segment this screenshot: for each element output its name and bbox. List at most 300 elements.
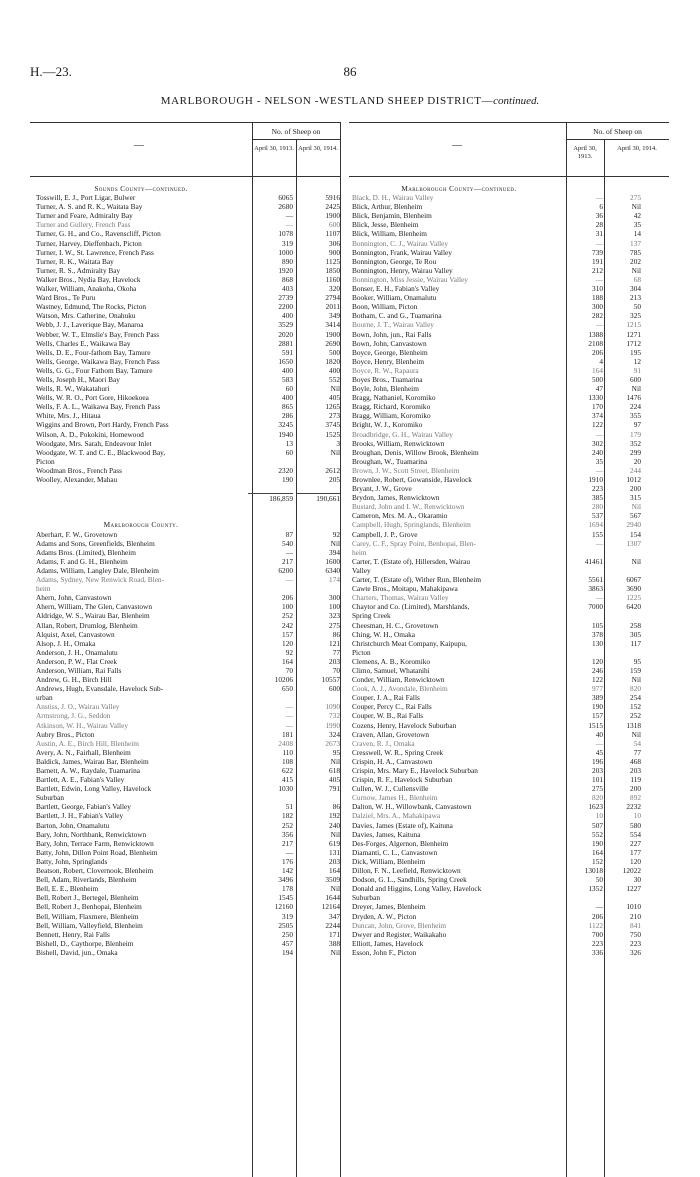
- sheep-1914: Nil: [631, 384, 641, 394]
- sheep-1913: —: [595, 193, 603, 203]
- owner-name: Wells, D. E., Four-fathom Bay, Tamure: [36, 347, 151, 357]
- table-row: [36, 739, 340, 748]
- sheep-1914: 1225: [626, 593, 641, 603]
- owner-name: Cameron, Mrs. M. A., Okaramio: [352, 511, 448, 521]
- sheep-1914: 86: [332, 802, 340, 812]
- sheep-1914: 405: [329, 775, 340, 785]
- table-row: [352, 339, 644, 348]
- year-1914-header: April 30, 1914.: [298, 145, 338, 152]
- owner-name: Aldridge, W. S., Wairau Bar, Blenheim: [36, 611, 150, 621]
- sheep-1913: 92: [285, 647, 293, 657]
- sheep-1913: 374: [592, 411, 603, 421]
- sheep-1914: 2011: [325, 302, 340, 312]
- table-row: [36, 302, 340, 311]
- owner-name: Allan, Robert, Drumlog, Blenheim: [36, 620, 138, 630]
- sheep-1913: 120: [592, 656, 603, 666]
- table-row: [36, 912, 340, 921]
- owner-name: Cresswell, W. R., Spring Creek: [352, 747, 444, 757]
- table-row: [352, 239, 644, 248]
- table-row: [352, 639, 644, 648]
- sheep-1914: 200: [630, 784, 641, 794]
- table-row: [352, 648, 644, 657]
- sheep-1914: 224: [630, 402, 641, 412]
- table-row: [352, 275, 644, 284]
- sheep-1913: 246: [592, 665, 603, 675]
- table-row: [352, 448, 644, 457]
- sheep-1914: Nil: [330, 384, 340, 394]
- sheep-1913: 31: [595, 229, 603, 239]
- owner-name: Turner, G. H., and Co., Ravenscliff, Picton: [36, 229, 161, 239]
- sheep-1914: 1525: [325, 429, 340, 439]
- name-column-header: —: [134, 140, 144, 151]
- sheep-1913: 41461: [584, 556, 603, 566]
- sheep-1913: 50: [595, 875, 603, 885]
- sheep-1913: 252: [282, 611, 293, 621]
- sheep-1914: 203: [329, 856, 340, 866]
- sheep-1913: 70: [285, 665, 293, 675]
- owner-name: Andrew, G. H., Birch Hill: [36, 675, 112, 685]
- sheep-1914: 299: [630, 447, 641, 457]
- owner-name: Bartlett, George, Fabian's Valley: [36, 802, 131, 812]
- table-row: [36, 666, 340, 675]
- sheep-1914: 750: [630, 929, 641, 939]
- owner-name: Bonser, E. H., Fabian's Valley: [352, 284, 440, 294]
- sheep-1913: 5561: [588, 575, 603, 585]
- owner-name: Bartlett, J. H., Fabian's Valley: [36, 811, 124, 821]
- table-row: [36, 411, 340, 420]
- sheep-1913: 739: [592, 247, 603, 257]
- owner-name: Cozens, Henry, Havelock Suburban: [352, 720, 457, 730]
- table-row: [352, 539, 644, 548]
- sheep-1914: 92: [332, 529, 340, 539]
- table-row: [352, 211, 644, 220]
- table-row: [352, 257, 644, 266]
- sheep-1914: Nil: [330, 538, 340, 548]
- table-row: [36, 366, 340, 375]
- owner-name: Bonnington, George, Te Rou: [352, 256, 437, 266]
- table-row: [36, 239, 340, 248]
- sheep-1913: 7000: [588, 602, 603, 612]
- sheep-1914: 1227: [626, 884, 641, 894]
- owner-name: Dalziel, Mrs. A., Mahakipawa: [352, 811, 441, 821]
- table-row: [352, 630, 644, 639]
- sheep-1914: 119: [630, 775, 641, 785]
- sheep-1913: 6200: [278, 565, 293, 575]
- sheep-1913: 10206: [274, 675, 293, 685]
- sheep-1914: 117: [630, 638, 641, 648]
- sheep-1913: —: [595, 465, 603, 475]
- table-row: [36, 557, 340, 566]
- owner-name: Wilson, A. D., Pokokini, Homewood: [36, 429, 144, 439]
- owner-name: Carey, C. F., Spray Point, Benhopai, Blen-: [352, 538, 476, 548]
- table-row: [36, 611, 340, 620]
- sheep-1914: 2940: [626, 520, 641, 530]
- sheep-1914: 2425: [325, 202, 340, 212]
- sheep-1914: 5916: [325, 193, 340, 203]
- owner-name: Wells, R. W., Wakatahuri: [36, 384, 110, 394]
- owner-name: Picton: [352, 647, 371, 657]
- sheep-1914: 3414: [325, 320, 340, 330]
- table-row: [352, 348, 644, 357]
- table-row: [352, 193, 644, 202]
- table-row: [36, 793, 340, 802]
- sheep-1914: 227: [630, 838, 641, 848]
- owner-name: Bonnington, Henry, Wairau Valley: [352, 265, 453, 275]
- sheep-1913: 142: [282, 866, 293, 876]
- sheep-1914: 468: [630, 756, 641, 766]
- sheep-1913: 2505: [278, 920, 293, 930]
- sheep-1914: 137: [630, 238, 641, 248]
- table-row: [36, 566, 340, 575]
- sheep-1914: 50: [633, 302, 641, 312]
- table-row: [36, 884, 340, 893]
- sheep-1913: 2680: [278, 202, 293, 212]
- sheep-1914: 121: [329, 638, 340, 648]
- owner-name: Walker Bros., Nydia Bay, Havelock: [36, 274, 141, 284]
- table-row: [352, 229, 644, 238]
- table-row: [36, 730, 340, 739]
- sheep-1913: 100: [282, 602, 293, 612]
- sheep-1913: 282: [592, 311, 603, 321]
- sheep-1914: 1850: [325, 265, 340, 275]
- sheep-1913: 1910: [588, 475, 603, 484]
- sheep-1913: 1694: [588, 520, 603, 530]
- table-row: [36, 702, 340, 711]
- owner-name: Bishell, D., Caythorpe, Blenheim: [36, 938, 134, 948]
- owner-name: Brydon, James, Renwicktown: [352, 493, 440, 503]
- owner-name: Climo, Samuel, Whatanihi: [352, 665, 430, 675]
- sheep-1913: 3245: [278, 420, 293, 430]
- table-row: [352, 330, 644, 339]
- owner-name: Craven, R. J., Omaka: [352, 738, 415, 748]
- sheep-1914: 892: [630, 793, 641, 803]
- sheep-1914: 2794: [325, 293, 340, 303]
- owner-name: Avery, A. N., Fairhall, Blenheim: [36, 747, 131, 757]
- sheep-1914: Nil: [330, 447, 340, 457]
- sheep-1913: 1078: [278, 229, 293, 239]
- table-row: [36, 630, 340, 639]
- owner-name: Wells, George, Waikawa Bay, French Pass: [36, 356, 160, 366]
- sheep-1914: 554: [630, 829, 641, 839]
- owner-name: Christchurch Meat Company, Kaipupu,: [352, 638, 467, 648]
- owner-name: Turner and Feare, Admiralty Bay: [36, 211, 133, 221]
- table-row: [36, 211, 340, 220]
- table-row: [352, 202, 644, 211]
- sheep-1914: 30: [633, 875, 641, 885]
- sheep-1913: 51: [285, 802, 293, 812]
- sheep-1913: 252: [282, 820, 293, 830]
- sheep-1913: 13: [285, 438, 293, 448]
- sheep-1914: 500: [329, 347, 340, 357]
- owner-name: Carter, T. (Estate of), Wither Run, Blenheim: [352, 575, 482, 585]
- table-row: [36, 684, 340, 693]
- sheep-1913: 400: [282, 311, 293, 321]
- owner-name: Bell, E. E., Blenheim: [36, 884, 99, 894]
- sheep-1913: 87: [285, 529, 293, 539]
- sheep-count-header: No. of Sheep on: [593, 127, 642, 136]
- sheep-1913: 540: [282, 538, 293, 548]
- sheep-1913: 415: [282, 775, 293, 785]
- sheep-1913: 280: [592, 502, 603, 512]
- sheep-1913: 217: [282, 838, 293, 848]
- table-row: [36, 257, 340, 266]
- total-row: [36, 493, 340, 502]
- table-row: [36, 821, 340, 830]
- owner-name: Picton: [36, 456, 55, 466]
- sheep-1913: 1122: [588, 920, 603, 930]
- sheep-1914: 258: [630, 620, 641, 630]
- sheep-1914: 77: [332, 647, 340, 657]
- sheep-1913: 1352: [588, 884, 603, 894]
- sheep-1914: 1820: [325, 356, 340, 366]
- sheep-1914: 349: [329, 311, 340, 321]
- sheep-1914: 300: [329, 593, 340, 603]
- table-row: [352, 566, 644, 575]
- sheep-1913: 1388: [588, 329, 603, 339]
- sheep-1913: 2408: [278, 738, 293, 748]
- year-1913-header: April 30, 1913.: [254, 145, 294, 152]
- sheep-1913: 10: [595, 811, 603, 821]
- owner-name: Bell, William, Flaxmere, Blenheim: [36, 911, 139, 921]
- sheep-1913: 164: [282, 656, 293, 666]
- sheep-1914: 326: [630, 947, 641, 957]
- sheep-1914: 1600: [325, 556, 340, 566]
- sheep-1914: 68: [633, 274, 641, 284]
- sheep-1913: 319: [282, 238, 293, 248]
- owner-name: Adams, William, Langley Dale, Blenheim: [36, 565, 159, 575]
- sheep-1913: 310: [592, 284, 603, 294]
- owner-name: Watson, Mrs. Catherine, Onahuku: [36, 311, 136, 321]
- sheep-1914: 192: [329, 811, 340, 821]
- sheep-1914: 14: [633, 229, 641, 239]
- sheep-1913: 105: [592, 620, 603, 630]
- sheep-1914: 2673: [325, 738, 340, 748]
- sheep-1914: Nil: [631, 502, 641, 512]
- table-row: [352, 439, 644, 448]
- sheep-1913: 1940: [278, 429, 293, 439]
- table-row: [352, 821, 644, 830]
- sheep-1914: 1012: [626, 475, 641, 484]
- table-row: [36, 811, 340, 820]
- name-column-header: —: [452, 140, 462, 151]
- sheep-1913: 389: [592, 693, 603, 703]
- sheep-1914: 900: [329, 247, 340, 257]
- table-row: [36, 275, 340, 284]
- table-row: [36, 266, 340, 275]
- owner-name: Wells, W. R. O., Port Gore, Hikoekoea: [36, 393, 149, 403]
- sheep-1914: 1215: [626, 320, 641, 330]
- sheep-1914: Nil: [330, 884, 340, 894]
- owner-name: Clemens, A. B., Koromiko: [352, 656, 431, 666]
- owner-name: Duncan, John, Grove, Blenheim: [352, 920, 447, 930]
- sheep-1913: 164: [592, 847, 603, 857]
- owner-name: Crispin, Mrs. Mary E., Havelock Suburban: [352, 766, 478, 775]
- sheep-1914: 159: [630, 665, 641, 675]
- sheep-1913: 60: [285, 447, 293, 457]
- sheep-1913: 4: [599, 356, 603, 366]
- owner-name: Cook, A. J., Avondale, Blenheim: [352, 684, 448, 694]
- owner-name: Esson, John F., Picton: [352, 947, 417, 957]
- sheep-1914: 405: [329, 393, 340, 403]
- owner-name: urban: [36, 693, 53, 703]
- table-row: [352, 784, 644, 793]
- sheep-1914: 171: [329, 929, 340, 939]
- sheep-1913: 223: [592, 484, 603, 494]
- sheep-1913: 336: [592, 947, 603, 957]
- table-subhead-rule: [566, 139, 669, 140]
- sheep-1914: 552: [329, 374, 340, 384]
- owner-name: Boyce, R. W., Rapaura: [352, 365, 419, 375]
- owner-name: Brooks, William, Renwicktown: [352, 438, 445, 448]
- table-row: [36, 448, 340, 457]
- sheep-1913: —: [285, 720, 293, 730]
- owner-name: Atkinson, W. H., Wairau Valley: [36, 720, 128, 730]
- table-row: [352, 511, 644, 520]
- table-row: [36, 530, 340, 539]
- col-divider: [340, 122, 341, 1177]
- owner-name: Bonnington, C. J., Wairau Valley: [352, 238, 449, 248]
- table-row: [352, 693, 644, 702]
- sheep-1914: 305: [630, 629, 641, 639]
- owner-name: Austin, A. E., Birch Hill, Blenheim: [36, 738, 139, 748]
- sheep-1913: 2320: [278, 465, 293, 475]
- table-row: [352, 420, 644, 429]
- page-number: 86: [343, 64, 357, 79]
- owner-name: Dick, William, Blenheim: [352, 856, 426, 866]
- table-row: [36, 921, 340, 930]
- right-table-body: [352, 184, 644, 957]
- table-row: [352, 802, 644, 811]
- table-row: [352, 284, 644, 293]
- owner-name: Wells, F. A. L., Waikawa Bay, French Pass: [36, 402, 161, 412]
- section-heading: [352, 184, 644, 193]
- owner-name: Andrews, Hugh, Evansdale, Havelock Sub-: [36, 684, 164, 694]
- sheep-1914: 3: [336, 438, 340, 448]
- sheep-1913: —: [285, 575, 293, 585]
- sheep-1914: 841: [630, 920, 641, 930]
- table-row: [352, 666, 644, 675]
- sheep-1913: 196: [592, 756, 603, 766]
- sheep-1913: 250: [282, 929, 293, 939]
- sheep-1914: 20: [633, 456, 641, 466]
- sheep-1914: 323: [329, 611, 340, 621]
- owner-name: Cheesman, H. C., Grovetown: [352, 620, 439, 630]
- sheep-1913: 868: [282, 274, 293, 284]
- owner-name: Wastney, Edmund, The Rocks, Picton: [36, 302, 147, 312]
- table-row: [36, 902, 340, 911]
- sheep-1913: —: [595, 274, 603, 284]
- sheep-1913: 182: [282, 811, 293, 821]
- sheep-1913: 152: [592, 856, 603, 866]
- table-row: [352, 393, 644, 402]
- owner-name: Wells, Charles E., Waikawa Bay: [36, 338, 131, 348]
- sheep-1914: 2244: [325, 920, 340, 930]
- table-row: [352, 893, 644, 902]
- sheep-1913: 650: [282, 684, 293, 694]
- table-row: [36, 393, 340, 402]
- table-row: [36, 875, 340, 884]
- owner-name: Bell, Robert J., Benhopai, Blenheim: [36, 902, 142, 912]
- table-row: [36, 648, 340, 657]
- owner-name: Anderson, J. H., Onamalutu: [36, 647, 118, 657]
- sheep-1913: 206: [592, 347, 603, 357]
- owner-name: Charters, Thomas, Wairau Valley: [352, 593, 449, 603]
- owner-name: Valley: [352, 565, 371, 575]
- sheep-1914: 100: [329, 602, 340, 612]
- sheep-1913: 286: [282, 411, 293, 421]
- table-row: [36, 293, 340, 302]
- table-row: [352, 611, 644, 620]
- owner-name: Black, D. H., Wairau Valley: [352, 193, 434, 203]
- sheep-1913: —: [285, 711, 293, 721]
- sheep-1913: 1650: [278, 356, 293, 366]
- table-row: [36, 948, 340, 957]
- sheep-1914: 10557: [321, 675, 340, 685]
- sheep-1913: 300: [592, 302, 603, 312]
- sheep-1914: 174: [329, 575, 340, 585]
- table-top-rule: [30, 122, 340, 123]
- sheep-1913: 242: [282, 620, 293, 630]
- owner-name: Bragg, William, Koromiko: [352, 411, 431, 421]
- section-title: Marlborough County.: [103, 520, 179, 530]
- title-suffix: continued.: [493, 95, 540, 107]
- table-row: [36, 839, 340, 848]
- sheep-1914: 1090: [325, 702, 340, 712]
- sheep-1914: 1010: [626, 902, 641, 912]
- table-head-rule: [349, 176, 669, 177]
- table-row: [352, 584, 644, 593]
- sheep-1914: 355: [630, 411, 641, 421]
- table-row: [352, 730, 644, 739]
- table-row: [352, 411, 644, 420]
- owner-name: Wiggins and Brown, Port Hardy, French Pass: [36, 420, 169, 430]
- table-row: [36, 657, 340, 666]
- table-row: [352, 484, 644, 493]
- table-row: [36, 593, 340, 602]
- sheep-1914: 152: [630, 702, 641, 712]
- owner-name: Ward Bros., Te Puru: [36, 293, 96, 303]
- table-row: [352, 711, 644, 720]
- table-row: [352, 357, 644, 366]
- sheep-1913: 400: [282, 365, 293, 375]
- sheep-1914: 580: [630, 820, 641, 830]
- sheep-1913: 6: [599, 202, 603, 212]
- owner-name: Ahern, William, The Glen, Canvastown: [36, 602, 152, 612]
- owner-name: Bourne, J. T., Wairau Valley: [352, 320, 434, 330]
- table-row: [36, 220, 340, 229]
- owner-name: Aberhart, F. W., Grovetown: [36, 529, 118, 539]
- sheep-1914: Nil: [330, 947, 340, 957]
- owner-name: Beatson, Robert, Clovernook, Blenheim: [36, 866, 154, 876]
- sheep-1914: Nil: [330, 756, 340, 766]
- sheep-1913: —: [595, 593, 603, 603]
- owner-name: Bragg, Nathaniel, Koromiko: [352, 393, 436, 403]
- table-row: [36, 430, 340, 439]
- table-row: [352, 721, 644, 730]
- owner-name: Crispin, R. F., Havelock Suburban: [352, 775, 453, 785]
- sheep-1913: 890: [282, 256, 293, 266]
- owner-name: Webber, W. T., Elmslie's Bay, French Pass: [36, 329, 160, 339]
- owner-name: Blick, Benjamin, Blenheim: [352, 211, 432, 221]
- owner-name: Woolley, Alexander, Mahau: [36, 475, 118, 484]
- owner-name: Dryden, A. W., Picton: [352, 911, 417, 921]
- section-title: Sounds County—continued.: [94, 184, 188, 193]
- sheep-1914: 10: [633, 811, 641, 821]
- owner-name: Boon, William, Picton: [352, 302, 418, 312]
- sheep-1913: 700: [592, 929, 603, 939]
- sheep-1914: 6067: [626, 575, 641, 585]
- owner-name: Chaytor and Co. (Limited), Marshlands,: [352, 602, 470, 612]
